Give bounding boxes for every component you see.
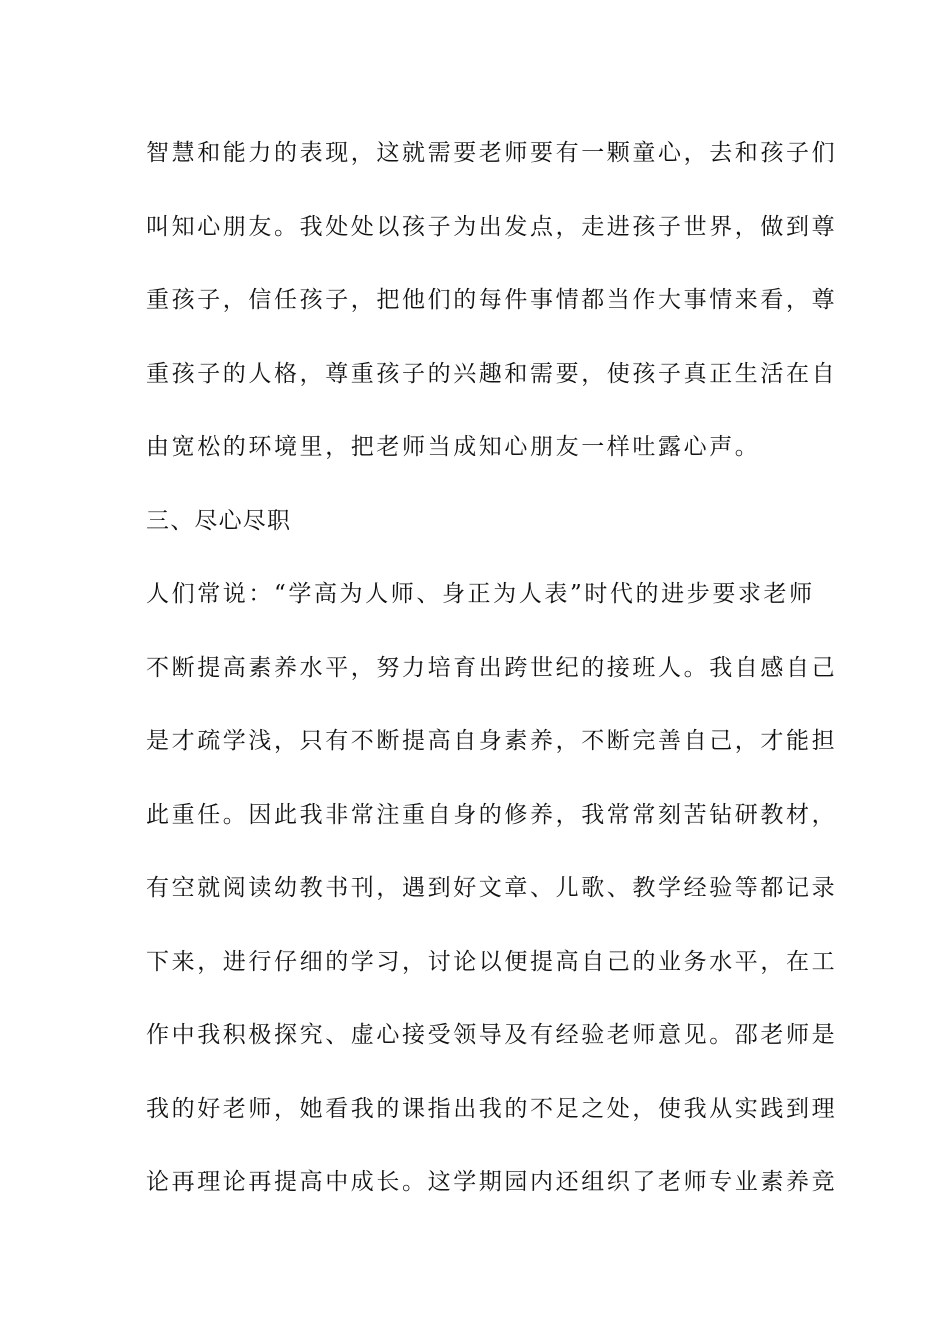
paragraph-line: 论再理论再提高中成长。这学期园内还组织了老师专业素养竞 [146, 1169, 838, 1195]
paragraph-line: 此重任。因此我非常注重自身的修养，我常常刻苦钻研教材， [146, 801, 838, 828]
paragraph-line: 作中我积极探究、虚心接受领导及有经验老师意见。邵老师是 [146, 1022, 838, 1048]
paragraph-line: 重孩子的人格，尊重孩子的兴趣和需要，使孩子真正生活在自 [146, 360, 838, 387]
paragraph-line: 下来，进行仔细的学习，讨论以便提高自己的业务水平，在工 [146, 948, 838, 975]
paragraph-line: 由宽松的环境里，把老师当成知心朋友一样吐露心声。 [146, 434, 761, 460]
paragraph-line: 有空就阅读幼教书刊，遇到好文章、儿歌、教学经验等都记录 [146, 875, 838, 901]
paragraph-line: 不断提高素养水平，努力培育出跨世纪的接班人。我自感自己 [146, 654, 838, 681]
paragraph-line: 叫知心朋友。我处处以孩子为出发点，走进孩子世界，做到尊 [146, 213, 838, 240]
paragraph-line: 重孩子，信任孩子，把他们的每件事情都当作大事情来看，尊 [146, 287, 838, 313]
paragraph-line: 智慧和能力的表现，这就需要老师要有一颗童心，去和孩子们 [146, 140, 838, 166]
body-text [146, 128, 838, 1231]
section-heading: 三、尽心尽职 [146, 507, 292, 534]
paragraph-line: 人们常说：“学高为人师、身正为人表”时代的进步要求老师 [146, 581, 815, 607]
paragraph-line: 我的好老师，她看我的课指出我的不足之处，使我从实践到理 [146, 1095, 838, 1122]
paragraph-line: 是才疏学浅，只有不断提高自身素养，不断完善自己，才能担 [146, 728, 838, 754]
